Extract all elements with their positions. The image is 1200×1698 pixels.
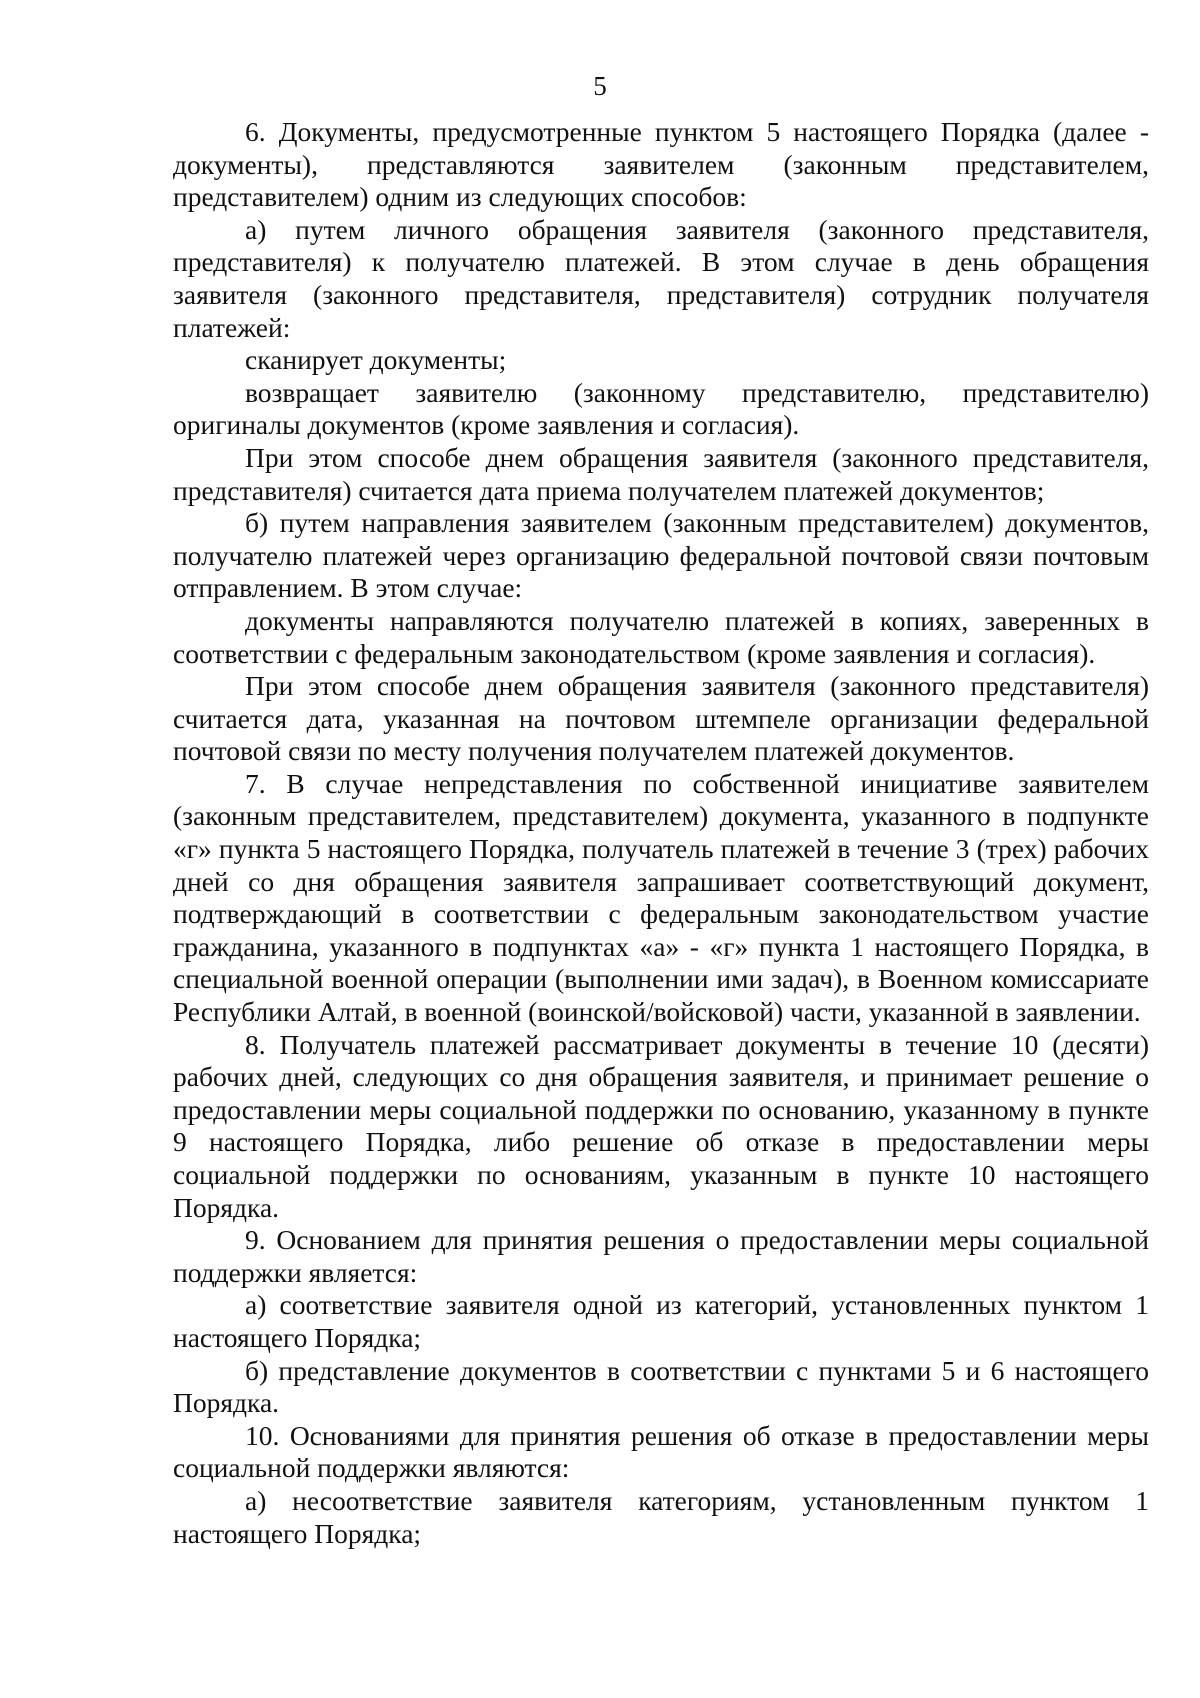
paragraph-date-personal: При этом способе днем обращения заявителя (законного представителя, представителя) считается дата приема получателем платежей документов; <box>173 441 1149 506</box>
paragraph-9a: а) соответствие заявителя одной из категорий, установленных пунктом 1 настоящего Порядка; <box>173 1289 1149 1353</box>
page-number: 5 <box>593 71 607 101</box>
paragraph-6: 6. Документы, предусмотренные пунктом 5 настоящего Порядка (далее - документы), представляются заявителем (законным представителем, представителем) одним из следующих способов: <box>173 116 1149 213</box>
paragraph-8: 8. Получатель платежей рассматривает документы в течение 10 (десяти) рабочих дней, следующих со дня обращения заявителя, и принимает решение о предоставлении меры социальной поддержки по основанию, указанному в пункте 9 настоящего Порядка, либо решение об отказе в предоставлении меры социальной поддержки по основаниям, указанным в пункте 10 настоящего Порядка. <box>173 1028 1149 1223</box>
paragraph-9: 9. Основанием для принятия решения о предоставлении меры социальной поддержки является: <box>173 1224 1149 1288</box>
paragraph-6a: а) путем личного обращения заявителя (законного представителя, представителя) к получателю платежей. В этом случае в день обращения заявителя (законного представителя, представителя) сотрудник получателя платежей: <box>173 213 1149 343</box>
paragraph-6b: б) путем направления заявителем (законным представителем) документов, получателю платежей через организацию федеральной почтовой связи почтовым отправлением. В этом случае: <box>173 507 1149 604</box>
paragraph-date-postal: При этом способе днем обращения заявителя (законного представителя) считается дата, указанная на почтовом штемпеле организации федеральной почтовой связи по месту получения получателем платежей документов. <box>173 670 1149 767</box>
paragraph-10: 10. Основаниями для принятия решения об отказе в предоставлении меры социальной поддержки являются: <box>173 1419 1149 1484</box>
paragraph-return: возвращает заявителю (законному представителю, представителю) оригиналы документов (кроме заявления и согласия). <box>173 376 1149 441</box>
paragraph-scan: сканирует документы; <box>245 344 507 376</box>
paragraph-7: 7. В случае непредставления по собственной инициативе заявителем (законным представителем, представителем) документа, указанного в подпункте «г» пункта 5 настоящего Порядка, получатель платежей в течение 3 (трех) рабочих дней со дня обращения заявителя запрашивает соответствующий документ, подтверждающий в соответствии с федеральным законодательством участие гражданина, указанного в подпунктах «а» - «г» пункта 1 настоящего Порядка, в специальной военной операции (выполнении ими задач), в Военном комиссариате Республики Алтай, в военной (воинской/войсковой) части, указанной в заявлении. <box>173 767 1149 1028</box>
paragraph-copies: документы направляются получателю платежей в копиях, заверенных в соответствии с федеральным законодательством (кроме заявления и согласия). <box>173 604 1149 669</box>
paragraph-10a: а) несоответствие заявителя категориям, установленным пунктом 1 настоящего Порядка; <box>173 1484 1149 1549</box>
paragraph-9b: б) представление документов в соответствии с пунктами 5 и 6 настоящего Порядка. <box>173 1354 1149 1419</box>
document-body <box>173 116 1149 1550</box>
